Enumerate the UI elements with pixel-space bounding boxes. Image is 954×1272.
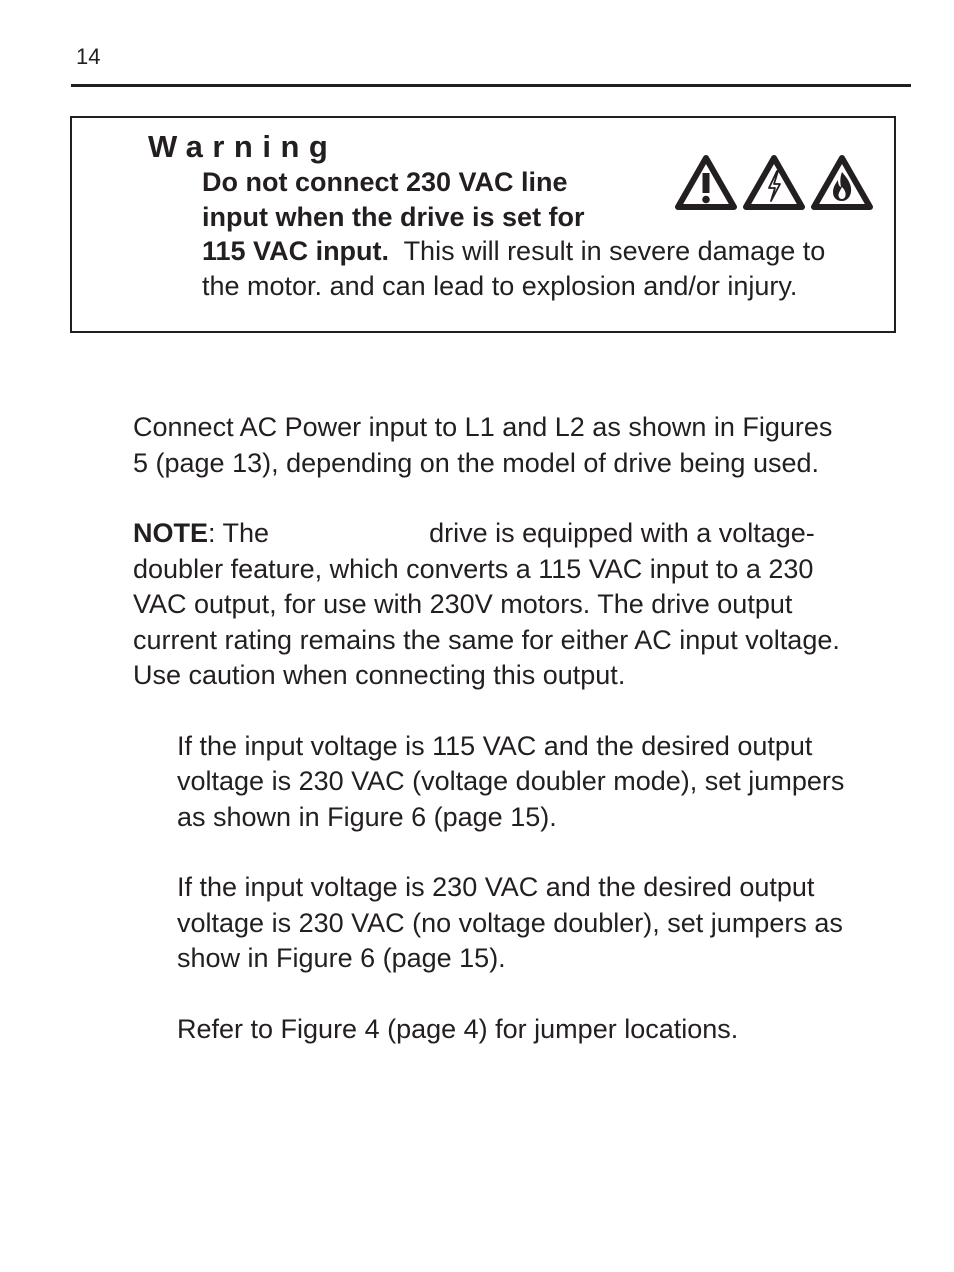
no-doubler-paragraph bbox=[177, 870, 913, 977]
warning-title: Warning bbox=[148, 129, 338, 164]
note-first-line bbox=[133, 516, 913, 552]
text-line: voltage is 230 VAC (no voltage doubler), set jumpers as bbox=[177, 907, 843, 938]
warning-normal-line: the motor. and can lead to explosion and/or injury. bbox=[202, 270, 798, 301]
warning-mixed-line bbox=[202, 234, 892, 269]
text-line: current rating remains the same for either AC input voltage. bbox=[133, 624, 840, 655]
text-line: voltage is 230 VAC (voltage doubler mode), set jumpers bbox=[177, 766, 845, 796]
text-line: as shown in Figure 6 (page 15). bbox=[177, 801, 557, 832]
page-number: 14 bbox=[76, 44, 101, 69]
text-line: Use caution when connecting this output. bbox=[133, 660, 626, 690]
warning-normal-line: This will result in severe damage to bbox=[403, 236, 826, 266]
body-content bbox=[133, 410, 913, 1082]
note-prefix: : The bbox=[208, 518, 270, 548]
warning-bold-line: 115 VAC input. bbox=[202, 236, 390, 266]
text-line: If the input voltage is 230 VAC and the desired output bbox=[177, 872, 815, 902]
text-line: show in Figure 6 (page 15). bbox=[177, 943, 506, 973]
warning-bold-line: Do not connect 230 VAC line bbox=[202, 167, 568, 197]
text-line: 5 (page 13), depending on the model of drive being used. bbox=[133, 447, 819, 478]
warning-box bbox=[70, 116, 896, 333]
note-paragraph bbox=[133, 516, 913, 694]
warning-message bbox=[202, 165, 892, 303]
text-line: Refer to Figure 4 (page 4) for jumper locations. bbox=[177, 1013, 739, 1044]
text-line: Connect AC Power input to L1 and L2 as shown in Figures bbox=[133, 412, 833, 442]
note-suffix: drive is equipped with a voltage- bbox=[429, 518, 815, 548]
refer-paragraph bbox=[177, 1012, 913, 1048]
text-line: VAC output, for use with 230V motors. The drive output bbox=[133, 589, 793, 619]
note-label: NOTE bbox=[133, 518, 209, 548]
text-line: doubler feature, which converts a 115 VAC input to a 230 bbox=[133, 553, 814, 584]
text-line: If the input voltage is 115 VAC and the desired output bbox=[177, 730, 813, 761]
doubler-paragraph bbox=[177, 729, 913, 836]
header-rule bbox=[71, 84, 911, 87]
connect-paragraph bbox=[133, 410, 913, 481]
warning-bold-line: input when the drive is set for bbox=[202, 201, 585, 232]
